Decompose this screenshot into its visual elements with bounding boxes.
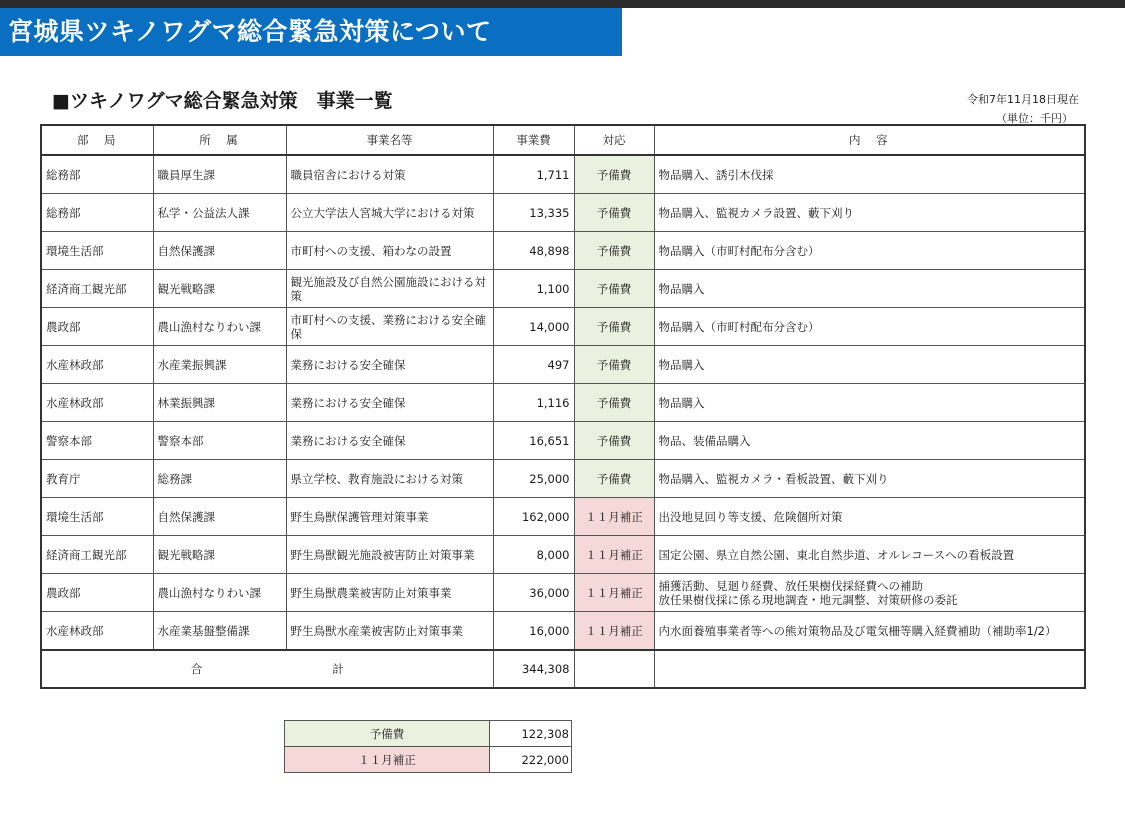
cell-dept: 総務部 — [41, 194, 153, 232]
cell-dept: 農政部 — [41, 574, 153, 612]
cell-measure: １１月補正 — [574, 498, 654, 536]
cell-cost: 13,335 — [493, 194, 574, 232]
summary-value: 122,308 — [490, 721, 572, 747]
table-row — [41, 308, 1085, 346]
cell-section: 自然保護課 — [153, 498, 286, 536]
cell-measure: 予備費 — [574, 384, 654, 422]
cell-cost: 1,711 — [493, 155, 574, 194]
cell-cost: 1,116 — [493, 384, 574, 422]
summary-row — [285, 747, 572, 773]
cell-project: 野生鳥獣保護管理対策事業 — [286, 498, 493, 536]
summary-table — [284, 720, 572, 773]
cell-content: 国定公園、県立自然公園、東北自然歩道、オルレコースへの看板設置 — [654, 536, 1085, 574]
cell-section: 水産業振興課 — [153, 346, 286, 384]
cell-section: 自然保護課 — [153, 232, 286, 270]
table-row — [41, 346, 1085, 384]
cell-section: 観光戦略課 — [153, 270, 286, 308]
project-table — [40, 124, 1086, 689]
cell-measure: 予備費 — [574, 346, 654, 384]
table-row — [41, 384, 1085, 422]
cell-measure: １１月補正 — [574, 612, 654, 651]
cell-cost: 36,000 — [493, 574, 574, 612]
top-stripe — [0, 0, 1125, 8]
cell-project: 市町村への支援、業務における安全確保 — [286, 308, 493, 346]
cell-content: 内水面養殖事業者等への熊対策物品及び電気柵等購入経費補助（補助率1/2） — [654, 612, 1085, 651]
cell-dept: 水産林政部 — [41, 384, 153, 422]
table-row — [41, 232, 1085, 270]
table-row — [41, 498, 1085, 536]
cell-content: 物品購入、誘引木伐採 — [654, 155, 1085, 194]
cell-content: 物品購入（市町村配布分含む） — [654, 232, 1085, 270]
cell-project: 職員宿舎における対策 — [286, 155, 493, 194]
cell-section: 林業振興課 — [153, 384, 286, 422]
cell-content: 物品購入 — [654, 270, 1085, 308]
cell-section: 農山漁村なりわい課 — [153, 308, 286, 346]
as-of-date: 令和7年11月18日現在 — [967, 93, 1079, 106]
cell-project: 業務における安全確保 — [286, 346, 493, 384]
cell-dept: 環境生活部 — [41, 232, 153, 270]
cell-measure: １１月補正 — [574, 536, 654, 574]
cell-content: 捕獲活動、見廻り経費、放任果樹伐採経費への補助 放任果樹伐採に係る現地調査・地元調整、対策研修の委託 — [654, 574, 1085, 612]
summary-label: １１月補正 — [285, 747, 490, 773]
cell-measure: 予備費 — [574, 232, 654, 270]
table-row — [41, 536, 1085, 574]
summary-value: 222,000 — [490, 747, 572, 773]
header-dept: 部 局 — [41, 125, 153, 155]
summary-label: 予備費 — [285, 721, 490, 747]
table-row — [41, 574, 1085, 612]
cell-project: 県立学校、教育施設における対策 — [286, 460, 493, 498]
cell-cost: 16,651 — [493, 422, 574, 460]
summary-row — [285, 721, 572, 747]
cell-content: 物品購入 — [654, 384, 1085, 422]
unit-note: （単位：千円） — [996, 112, 1073, 125]
cell-project: 野生鳥獣水産業被害防止対策事業 — [286, 612, 493, 651]
cell-dept: 環境生活部 — [41, 498, 153, 536]
total-measure-empty — [574, 650, 654, 688]
table-row — [41, 612, 1085, 651]
cell-cost: 16,000 — [493, 612, 574, 651]
header-section: 所 属 — [153, 125, 286, 155]
cell-dept: 農政部 — [41, 308, 153, 346]
total-content-empty — [654, 650, 1085, 688]
cell-section: 観光戦略課 — [153, 536, 286, 574]
document-title: ■ツキノワグマ総合緊急対策 事業一覧 — [52, 90, 393, 112]
cell-section: 職員厚生課 — [153, 155, 286, 194]
cell-section: 警察本部 — [153, 422, 286, 460]
total-label-left: 合 — [190, 662, 203, 676]
cell-content: 物品購入、監視カメラ・看板設置、藪下刈り — [654, 460, 1085, 498]
cell-measure: 予備費 — [574, 308, 654, 346]
total-label — [41, 650, 493, 688]
cell-content: 物品、装備品購入 — [654, 422, 1085, 460]
table-row — [41, 155, 1085, 194]
cell-measure: 予備費 — [574, 460, 654, 498]
cell-project: 野生鳥獣農業被害防止対策事業 — [286, 574, 493, 612]
table-row — [41, 194, 1085, 232]
cell-cost: 14,000 — [493, 308, 574, 346]
cell-measure: 予備費 — [574, 422, 654, 460]
cell-dept: 総務部 — [41, 155, 153, 194]
cell-measure: 予備費 — [574, 270, 654, 308]
table-header-row — [41, 125, 1085, 155]
header-content: 内 容 — [654, 125, 1085, 155]
cell-cost: 497 — [493, 346, 574, 384]
total-row — [41, 650, 1085, 688]
cell-section: 農山漁村なりわい課 — [153, 574, 286, 612]
cell-dept: 警察本部 — [41, 422, 153, 460]
cell-content: 出没地見回り等支援、危険個所対策 — [654, 498, 1085, 536]
cell-dept: 経済商工観光部 — [41, 270, 153, 308]
cell-dept: 水産林政部 — [41, 612, 153, 651]
cell-cost: 1,100 — [493, 270, 574, 308]
cell-project: 業務における安全確保 — [286, 384, 493, 422]
table-row — [41, 422, 1085, 460]
cell-dept: 経済商工観光部 — [41, 536, 153, 574]
cell-cost: 25,000 — [493, 460, 574, 498]
cell-section: 私学・公益法人課 — [153, 194, 286, 232]
cell-measure: 予備費 — [574, 155, 654, 194]
slide-banner-title: 宮城県ツキノワグマ総合緊急対策について — [0, 8, 622, 56]
cell-project: 野生鳥獣観光施設被害防止対策事業 — [286, 536, 493, 574]
cell-content: 物品購入 — [654, 346, 1085, 384]
total-label-right: 計 — [332, 662, 344, 676]
cell-cost: 48,898 — [493, 232, 574, 270]
cell-dept: 教育庁 — [41, 460, 153, 498]
cell-section: 総務課 — [153, 460, 286, 498]
cell-project: 業務における安全確保 — [286, 422, 493, 460]
header-cost: 事業費 — [493, 125, 574, 155]
cell-cost: 8,000 — [493, 536, 574, 574]
cell-section: 水産業基盤整備課 — [153, 612, 286, 651]
cell-project: 観光施設及び自然公園施設における対策 — [286, 270, 493, 308]
cell-content: 物品購入、監視カメラ設置、藪下刈り — [654, 194, 1085, 232]
header-project: 事業名等 — [286, 125, 493, 155]
total-cost: 344,308 — [493, 650, 574, 688]
cell-project: 公立大学法人宮城大学における対策 — [286, 194, 493, 232]
cell-measure: １１月補正 — [574, 574, 654, 612]
header-measure: 対応 — [574, 125, 654, 155]
table-row — [41, 270, 1085, 308]
cell-cost: 162,000 — [493, 498, 574, 536]
table-row — [41, 460, 1085, 498]
cell-content: 物品購入（市町村配布分含む） — [654, 308, 1085, 346]
cell-project: 市町村への支援、箱わなの設置 — [286, 232, 493, 270]
cell-dept: 水産林政部 — [41, 346, 153, 384]
cell-measure: 予備費 — [574, 194, 654, 232]
